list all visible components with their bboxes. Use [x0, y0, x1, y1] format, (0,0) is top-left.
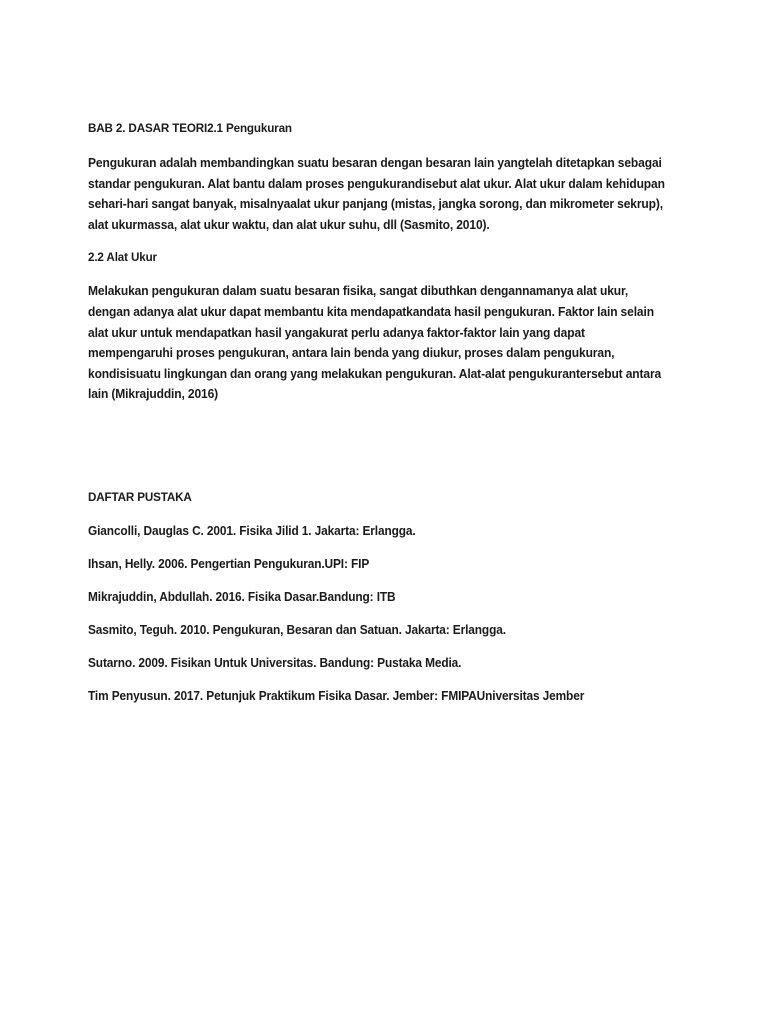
document-content — [88, 120, 673, 705]
chapter-heading: BAB 2. DASAR TEORI2.1 Pengukuran — [88, 121, 292, 135]
reference-entry: Mikrajuddin, Abdullah. 2016. Fisika Dasar.Bandung: ITB — [88, 589, 396, 604]
reference-entry: Tim Penyusun. 2017. Petunjuk Praktikum Fisika Dasar. Jember: FMIPAUniversitas Jember — [88, 688, 585, 703]
section-2-2-body-paragraph: Melakukan pengukuran dalam suatu besaran fisika, sangat dibuthkan dengannamanya alat ukur, dengan adanya alat ukur dapat membantu kita mendapatkandata hasil pengukuran. Faktor lain selain alat ukur untuk mendapatkan hasil yangakurat perlu adanya faktor-faktor lain yang dapat mempengaruhi proses pengukuran, antara lain benda yang diukur, proses dalam pengukuran, kondisisuatu lingkungan dan orang yang melakukan pengukuran. Alat-alat pengukurantersebut antara lain (Mikrajuddin, 2016) — [88, 284, 662, 402]
reference-entry: Sutarno. 2009. Fisikan Untuk Universitas. Bandung: Pustaka Media. — [88, 655, 462, 670]
section-2-2-heading: 2.2 Alat Ukur — [88, 250, 157, 265]
section-spacer — [88, 419, 673, 489]
references-heading: DAFTAR PUSTAKA — [88, 489, 192, 504]
references-list — [88, 523, 673, 705]
section-2-1-body-paragraph: Pengukuran adalah membandingkan suatu besaran dengan besaran lain yangtelah ditetapkan sebagai standar pengukuran. Alat bantu dalam proses pengukurandisebut alat ukur. Alat ukur dalam kehidupan sehari-hari sangat banyak, misalnyaalat ukur panjang (mistas, jangka sorong, dan mikrometer sekrup), alat ukurmassa, alat ukur waktu, dan alat ukur suhu, dll (Sasmito, 2010). — [88, 156, 665, 232]
reference-entry: Sasmito, Teguh. 2010. Pengukuran, Besaran dan Satuan. Jakarta: Erlangga. — [88, 622, 506, 637]
reference-entry: Ihsan, Helly. 2006. Pengertian Pengukuran.UPI: FIP — [88, 556, 370, 571]
reference-entry: Giancolli, Dauglas C. 2001. Fisika Jilid 1. Jakarta: Erlangga. — [88, 523, 416, 538]
